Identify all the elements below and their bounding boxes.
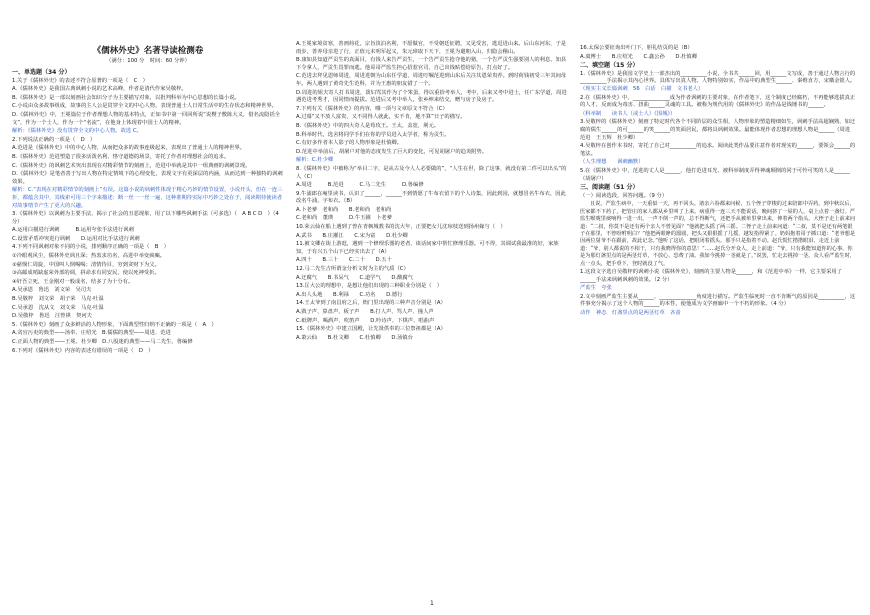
column-2 bbox=[296, 40, 568, 602]
question-line: A.萧云仙 B.杜文卿 C.杜慎卿 D.汤镇台 bbox=[296, 334, 414, 341]
question-line: 12.马二先生吉所谓金分析文时为主的气质（C） bbox=[296, 266, 409, 273]
question-line: A.吴承恩 鲁迅 刘文荣 吴司夫 bbox=[12, 287, 92, 294]
question-line: 5.在《儒林外史》中，范进的丈人是______，他打范进耳光、被科举制度弄得神魂颠倒的同于可怜可笑的人是______（胡屠户） bbox=[580, 167, 850, 182]
question-line: 1.这段文字选自吴敬梓的讽刺小说《儒林外史》，刻画的主要人物是______，和《范进中举》一样，它主要采用了______手法来讽刺讽刺的效果。（2 分） bbox=[580, 268, 842, 283]
section-heading: 一、单选题（34 分） bbox=[12, 69, 71, 76]
question-line: A.范进是《儒林外史》中的中心人物，从而把众多的故事连级起来，表现出了普通士人的精神世界。 bbox=[12, 145, 245, 152]
question-line: 13.匡大公的理想中，是想让他们出现的三种职业分别是（ ） bbox=[296, 283, 443, 290]
question-line: A.贪官污吏的典型——汤奉、庄绍光 B.儒儒的典型——周进、范进 bbox=[12, 330, 171, 337]
question-line: C.老和尚 董瑛 D.牛玉圃 卜老爹 bbox=[296, 215, 392, 222]
question-line: A.迂腐气 B.书呆气 C.道学气 D.酸腐气 bbox=[296, 274, 414, 281]
question-line: 11.被文卿在街上游逛，遇到一个修理乐器的老者，谈话间家中帮忙修理乐器。可不得，其调试我最准的好，家族知，于有兴五个山下已经实出去了（A） bbox=[296, 241, 559, 255]
question-line: B.《儒林外史》是一部以刻画社会知识分子为主要描写对象，以批判科举为中心思想的长篇小说。 bbox=[12, 94, 240, 101]
question-line: ④奸吾立死，王金刚对一般成名，结多了为十分有。 bbox=[12, 278, 134, 285]
question-line: A.虞博士 B.庄绍光 C.鑫公孙 D.杜慎卿 bbox=[580, 53, 698, 60]
answer-text: 动作 神态 灯盏里点的是两茎灯草 吝啬 bbox=[580, 309, 681, 316]
question-line: 6.下列对《儒林外史》内容的表述有错误的一项是（ D ） bbox=[12, 347, 154, 354]
answer-text: 解析：《儒林外史》没有贯穿全文的中心人物。故选 C。 bbox=[12, 128, 142, 135]
question-line: C.吴承恩 沈从文 刘文荣 马克·吐温 bbox=[12, 304, 104, 311]
answer-text: （现实主义长篇讽刺 56 白话 白描 文书老人） bbox=[580, 85, 704, 92]
question-line: B.康如县知道严贡生的真面目，有钱人来告严贡生，一个告严贡生抢夺他的猪，一个告严贡生强要别人的利息，知县下令拿人，严贡生畏罪而逃。他哥哥严监生担心招惹官司，自己出钱贴偿给原告，打点好了。 bbox=[296, 57, 567, 71]
page-subtitle: （满分：100 分 时间：60 分钟） bbox=[106, 58, 190, 64]
question-line: C.《儒林外史》的讽刺艺术突出表现在对精彩情节的刻画上，范进中举就是其中一组典画的讽刺景现。 bbox=[12, 162, 251, 169]
question-line: A.卜老爹 老和尚 B.老和尚 老和尚 bbox=[296, 206, 392, 213]
question-line: C.正面人物的典型——王冕、杜少卿 D.八股迷的典型——马二先生、鲁编修 bbox=[12, 339, 193, 345]
question-line: 5.《儒林外史》刻画了众多鲜活的人物形象，下面典型性归纳不正确的一项是（ A ） bbox=[12, 321, 217, 328]
question-line: 2.下列说法正确的一项是（ D ） bbox=[12, 136, 96, 143]
question-line: 4.吴敬梓在创作本书时，寄托了自己对__________的追求。阅读此类作品要注意作者对现实的______，要领会______的笔法。 bbox=[580, 143, 856, 157]
question-line: 15.《儒林外史》中建立国殿，让先贤供奉的三位祭祖都是（A） bbox=[296, 326, 446, 333]
answer-text: 解析：C.杜少卿 bbox=[296, 157, 334, 164]
question-line: A.出人头地 B.利禄 C.功名 D.德行 bbox=[296, 291, 403, 298]
question-line: 4.下列不同讽刺对象不同的小说，排列顺序正确的一项是（ B ） bbox=[12, 244, 170, 251]
question-line: A.四十 B.三十 C.二十 D.五十 bbox=[296, 257, 392, 264]
question-line: D.范进中举前后，胡屠户对他的态度发生了巨大的变化，可见胡屠户的趋炎附势。 bbox=[296, 148, 488, 155]
question-line: B.科举时代，选舍将同学手们在你的学员进入太学者，称为贡生。 bbox=[296, 131, 450, 138]
section-heading: 三、阅读题（51 分） bbox=[580, 184, 639, 192]
question-line: D.周进的姐夫寄人打书周进，泼妇骂其作为了个笨蛋，得以重拾考举人，考中，后来又考中进士，任广东学道，周进遇范进考秀才，因同情而提拔。范进后又考中举人，张乡绅来结交，赠与房子及房子。 bbox=[296, 89, 567, 104]
column-1 bbox=[12, 68, 284, 602]
question-line: 3.《儒林外史》以讽刺为主要手法，揭示了社会的丑恶现象，用了以下哪些讽刺手法（可多选）（ A B C D ）（4 分） bbox=[12, 211, 279, 225]
question-line: 7.下列有关《儒林外史》的内容，哪一项与文章原文不符合（C） bbox=[296, 105, 448, 112]
question-line: 3.吴敬梓的《儒林外史》刻画了特定时代各个不同阶层的众生相，人物形象的塑造精细如生，讽刺手法高超娴熟，如迂腐的儒生______的可______的笑______的笑面居民，都将具讽刺效果。最能体现作者思想的理想人物是______（周进 范进 王玉辉 杜少卿） bbox=[580, 119, 856, 141]
question-line: D.《儒林外史》中，王冕篇位于作者理想人物的基本特点，正如书中第一回回所说“说楔子敷陈大义，借名流隐括全文”，作为一个士人，作为一个“名流”，在他身上体现着中国士人的精神。 bbox=[12, 111, 281, 126]
question-line: 10.荣云仙在船上遇到了曾在青枫城教书的沈大年，正要把女儿沈琼枝送到扬州嫁与（ ） bbox=[296, 224, 506, 231]
answer-text: （科举制 读书人（或士人）《围城》） bbox=[580, 110, 676, 117]
question-line: A.运用白描进行讽刺 B.运用夸张手法进行讽刺 bbox=[12, 227, 134, 234]
question-line: 2.文中刻画严监生主要从______、______________角度进行描写。严监生临死时一直不肯断气的原因是__________，这件事充分揭示了这个人物的______的本性，使他成为文学画廊中一个不朽的形象。（4 分） bbox=[580, 293, 856, 308]
reading-passage: 且说，严监生病中，一天重似一天，再不回头。诸亲六眷都来问候，五个侄子穿梭的过来陪郎中弄药。到中秋以后，医家都不下药了，把管庄的家人都从乡里叫了上来。病重得一连三天不能说话。晚间挤了一屋的人，桌上点着一盏灯。严监生喉咙里痰响得一进一出，一声不倒一声的，总不得断气，还把手从被单里拿出来，伸着两个指头。大侄子走上前来问道：“二叔，你莫不是还有两个亲人不曾见面？”他就把头摇了两三摇。二侄子走上前来问道：“二叔，莫不是还有两笔银子在那里，不曾吩咐明白？”他把两眼睁的溜圆，把头又狠狠摇了几摇，越发指得紧了。奶妈抱着哥子插口道：“老爷想是因两位舅爷不在跟前，故此记念。”他听了这话，把眼闭着摇头。那手只是指着不动。赵氏慌忙揩揩眼泪，走近上前道：“爷，别人都说的不相干，只有我晓得你的意思！”……赵氏分开众人，走上前道：“爷，只有我能知道你的心事。你是为那灯盏里点的是两茎灯草，不放心，恐费了油。我如今挑掉一茎就是了。”说罢，忙走去挑掉一茎。众人看严监生时，点一点头，把手垂下，登时就没了气。 bbox=[580, 201, 856, 267]
column-3 bbox=[580, 44, 856, 602]
question-line: ①冷眼观风尘，儒林外史讽且深；热衷求功名，高进中举变疯癫。 bbox=[12, 253, 166, 260]
question-line: 16.太保公要征询出叶门下，胆礼结页的是（B） bbox=[580, 45, 693, 51]
question-line: C.有好多作者本人影子的人物形象是杜慎卿。 bbox=[296, 140, 403, 147]
page-number: 1 bbox=[430, 600, 434, 607]
question-line: C.纸牌声、喝酒声、吹笛声 D.吟诗声、下棋声、唱曲声 bbox=[296, 317, 435, 324]
question-line: A.武书 B.庄濯江 C.宋为富 D.杜少卿 bbox=[296, 232, 408, 239]
question-line: B.《儒林外史》范进塑造了很多活泼名利、恪守道德的场景，寄托了作者对理想社会的追求。 bbox=[12, 153, 230, 160]
question-line: ②慈悯仁周旋，中国叫人倒喝喝；清情待目，穷到贪财下为父。 bbox=[12, 261, 160, 268]
question-line: C.小说由众多故事组成，故事的主人公是贯穿全文的中心人物，表现普通士人日常生活中的生存状态和精神世界。 bbox=[12, 103, 277, 110]
question-line: A.《儒林外史》是我国古典讽刺小说的艺术高峰，作者是清代作家吴敬梓。 bbox=[12, 86, 187, 93]
answer-text: （人生理想 讽刺幽默） bbox=[580, 159, 644, 166]
question-line: 1.关于《儒林外史》的表述不符合原著的一项是（ C ） bbox=[12, 77, 148, 84]
question-line: B.吴敬梓 刘文荣 胡子荣 马克·吐温 bbox=[12, 296, 104, 303]
question-line: ③高邮成哨缺虚荣外部的调，拼命求有同安民，使以死神受折。 bbox=[12, 270, 160, 277]
question-line: 8.《儒林外史》中被称为“举目二字，是从古及今人人必要做的”，“人生在世，除了这事，就没有第二件可以出头”的人（C） bbox=[296, 165, 567, 180]
question-line: 14.王太爷到了南昌府之后，衙门里出现的三种声音分别是（A） bbox=[296, 300, 446, 307]
question-line: 9.牛浦郎在庵里读书，认识了______，______不到情愿了牛布衣留下的个人诗集，因此到园，就想冒名牛布衣，因此改名牛浦，字布衣。（B） bbox=[296, 190, 566, 205]
answer-text: 解析：C.“表现在对精彩情节的刻画上”有误。这篇小说的讽刺性体现于精心巧妙的情节设置，小说开头，但在一连三折，都蕴含其中，其线索可用三个字来描述：断一丝一一丝一遍，这种准期待实际中巧妙之处在于，阅读期待使读者对故事情节产生了更大的兴趣。 bbox=[12, 187, 283, 209]
question-line: A.过幕“又不放人富贵，又不同得人就此，实不肯，地不算”日子的描写。 bbox=[296, 114, 466, 121]
question-line: A.戥子声、算盘声、板子声 B.打人声、骂人声、撞人声 bbox=[296, 309, 434, 315]
question-line: C.范进去拜见恩师周进，周进进朝为山东任学道，周进叮嘱范进到山东后关注其恩荣贵荐。到时荷钱初受三年其间母年。两人遇到了黄奇先生范科，并为王惠的朋友错了一个。 bbox=[296, 73, 567, 87]
question-line: 1.《儒林外史》是我国文学史上一部杰出的__________小说，全书共______回，用______文写成，善于通过人物言行的__________手法揭示其内心世界。具体写出真人物。人物特别如实，作品中的典型生______、秦维直方，宋徽金银人。（现实主义长篇讽刺 56 白话 白描 文书老人） bbox=[580, 70, 856, 92]
question-line: A.王冕家境贫寒，善画荷花，宗旨淡泊名利，不愿做官，不受朝廷征聘，又见受害，逃逗进山来。后山东河东，于是雨步，善养母亲进了行，正值元末明军起义，朱元璋取下天下，王冕为避朝入山，归隐会稽山。 bbox=[296, 41, 567, 55]
section-heading: 二、填空题（15 分） bbox=[580, 62, 639, 70]
question-line: 2.在《儒林外史》中，______________成为作者讽刺的主要对象，在作者笔下，这个制度已经腐朽，不再能够选拔真正的人才，反而成为毒害、扭曲______灵魂的工具。被称为规代用的《儒林外史》的作品是钱锺书的______。 bbox=[580, 94, 856, 109]
question-line: A.周进 B.范进 C.马二先生 D.鲁编修 bbox=[296, 182, 424, 189]
page-title: 《儒林外史》名著导读检测卷 bbox=[92, 46, 204, 56]
question-line: C.设置矛盾冲突进行讽刺 D.运用对比手法进行讽刺 bbox=[12, 235, 140, 242]
question-line: D.《儒林外史》是笔者善于写出人物在特定情境下的心理变化，表现文字有更深层的内涵，从而达到一种独特的讽刺效果。 bbox=[12, 171, 283, 185]
question-line: B.《儒林外史》中的四大奇人是荀玫王。王太，盖宽，荆元。 bbox=[296, 122, 440, 129]
question-line: （一）阅读选段，回答问题。（9 分） bbox=[580, 192, 668, 199]
answer-text: 严监生 夸张 bbox=[580, 285, 612, 292]
question-line: D.吴敬梓 鲁迅 汪曾祺 契诃夫 bbox=[12, 313, 92, 320]
